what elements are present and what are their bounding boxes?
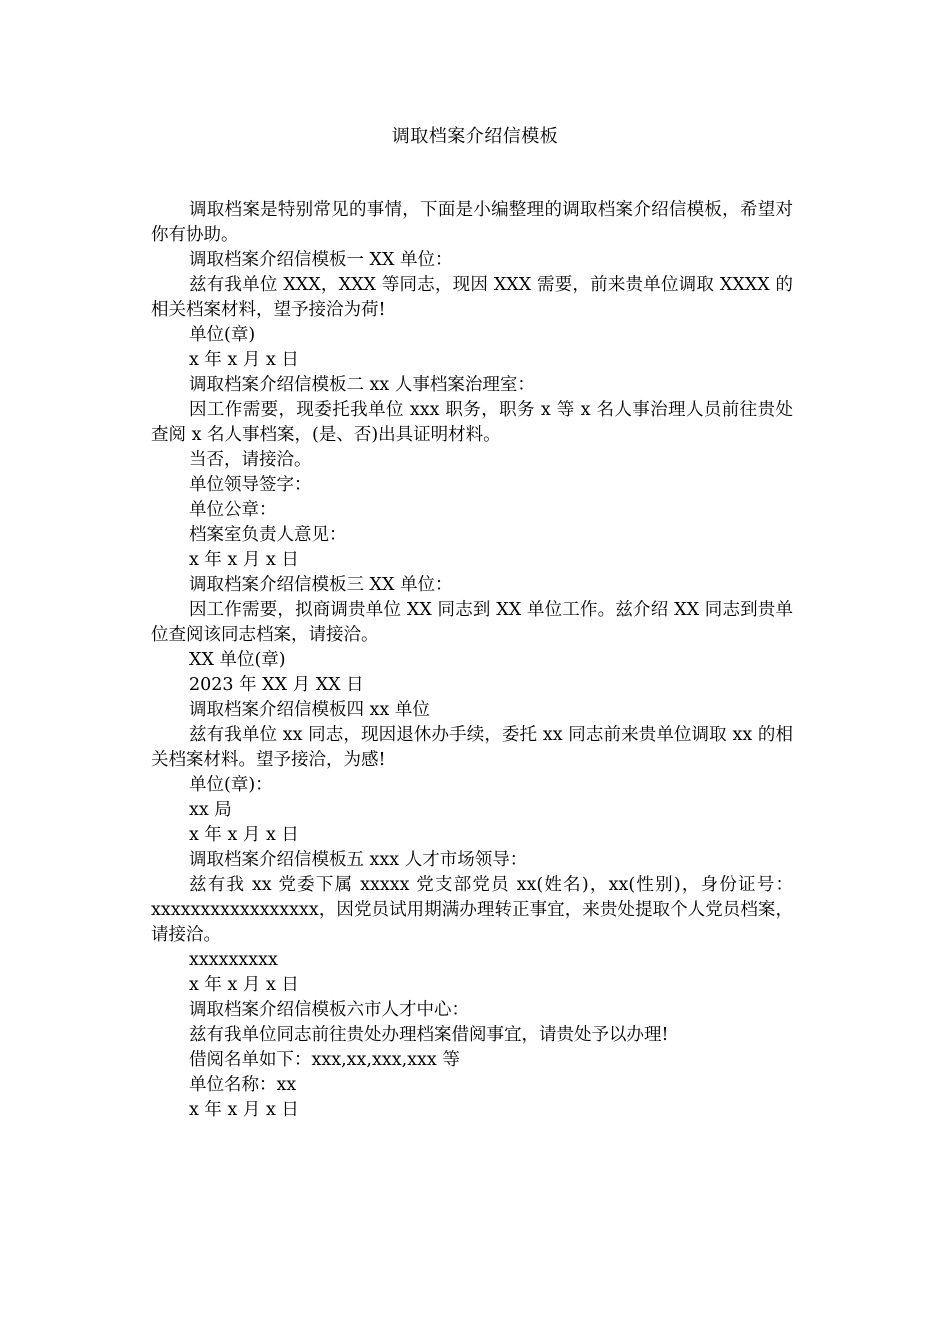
- intro-paragraph: 调取档案是特别常见的事情，下面是小编整理的调取档案介绍信模板，希望对你有协助。: [151, 200, 793, 245]
- template-5-heading: 调取档案介绍信模板五 xxx 人才市场领导：: [189, 850, 528, 870]
- template-4-seal: 单位(章)：: [189, 775, 273, 795]
- template-6-date: x 年 x 月 x 日: [189, 1100, 299, 1120]
- document-title: 调取档案介绍信模板: [391, 126, 559, 147]
- template-5-signer: xxxxxxxxx: [189, 950, 278, 970]
- template-6-unit-name: 单位名称：xx: [189, 1075, 297, 1095]
- template-2-date: x 年 x 月 x 日: [189, 550, 299, 570]
- template-1-body: 兹有我单位 XXX，XXX 等同志，现因 XXX 需要，前来贵单位调取 XXXX 的相关档案材料，望予接洽为荷!: [151, 275, 793, 320]
- template-4-date: x 年 x 月 x 日: [189, 825, 299, 845]
- template-3-date: 2023 年 XX 月 XX 日: [189, 675, 364, 695]
- template-4-heading: 调取档案介绍信模板四 xx 单位: [189, 700, 430, 720]
- template-2-leader-signature: 单位领导签字：: [189, 475, 312, 495]
- template-4-body: 兹有我单位 xx 同志，现因退休办手续，委托 xx 同志前来贵单位调取 xx 的相关档案材料。望予接洽，为感!: [151, 725, 793, 770]
- document-body: [151, 198, 793, 1123]
- template-1-seal: 单位(章): [189, 325, 256, 345]
- template-3-body: 因工作需要，拟商调贵单位 XX 同志到 XX 单位工作。兹介绍 XX 同志到贵单位查阅该同志档案，请接洽。: [151, 600, 793, 645]
- template-2-official-seal: 单位公章：: [189, 500, 277, 520]
- template-6-borrow-list: 借阅名单如下：xxx,xx,xxx,xxx 等: [189, 1050, 460, 1070]
- template-1-date: x 年 x 月 x 日: [189, 350, 299, 370]
- template-2-heading: 调取档案介绍信模板二 xx 人事档案治理室：: [189, 375, 535, 395]
- template-2-body: 因工作需要，现委托我单位 xxx 职务，职务 x 等 x 名人事治理人员前往贵处查阅 x 名人事档案，(是、否)出具证明材料。: [151, 400, 793, 445]
- template-3-seal: XX 单位(章): [189, 650, 286, 670]
- template-4-bureau: xx 局: [189, 800, 232, 820]
- template-5-date: x 年 x 月 x 日: [189, 975, 299, 995]
- template-2-closing: 当否，请接洽。: [189, 450, 312, 470]
- template-3-heading: 调取档案介绍信模板三 XX 单位：: [189, 575, 453, 595]
- template-6-body: 兹有我单位同志前往贵处办理档案借阅事宜，请贵处予以办理!: [189, 1025, 669, 1045]
- template-1-heading: 调取档案介绍信模板一 XX 单位：: [189, 250, 453, 270]
- template-5-body: 兹有我 xx 党委下属 xxxxx 党支部党员 xx(姓名)，xx(性别)，身份证号：xxxxxxxxxxxxxxxxx，因党员试用期满办理转正事宜，来贵处提取个人党员档案，请接洽。: [151, 875, 793, 945]
- template-2-archive-opinion: 档案室负责人意见：: [189, 525, 347, 545]
- template-6-heading: 调取档案介绍信模板六市人才中心：: [189, 1000, 469, 1020]
